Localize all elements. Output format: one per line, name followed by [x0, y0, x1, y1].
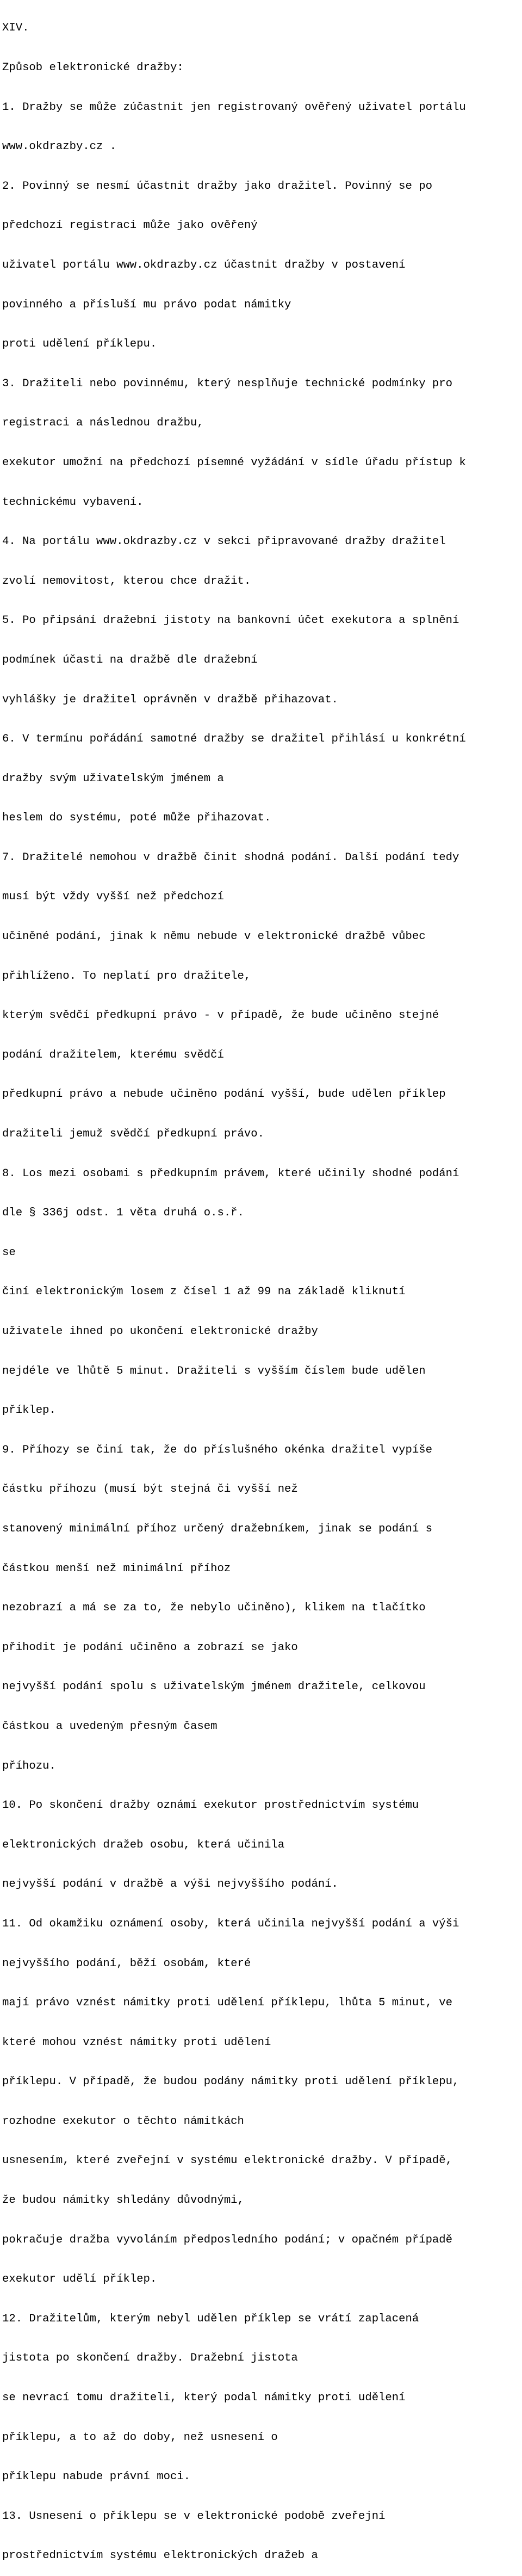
text-line: 10. Po skončení dražby oznámí exekutor prostřednictvím systému — [2, 1799, 419, 1812]
text-line: příhozu. — [2, 1759, 56, 1772]
text-line: podání dražitelem, kterému svědčí — [2, 1048, 224, 1061]
text-line: 12. Dražitelům, kterým nebyl udělen příklep se vrátí zaplacená — [2, 2312, 419, 2325]
text-line: uživatel portálu www.okdrazby.cz účastnit dražby v postavení — [2, 258, 406, 271]
text-line: 3. Dražiteli nebo povinnému, který nesplňuje technické podmínky pro — [2, 377, 453, 390]
text-line: stanovený minimální příhoz určený dražebníkem, jinak se podání s — [2, 1522, 432, 1535]
text-line: 11. Od okamžiku oznámení osoby, která učinila nejvyšší podání a výši — [2, 1917, 459, 1930]
text-line: nejvyššího podání, běží osobám, které — [2, 1957, 251, 1970]
text-line: nejvyšší podání spolu s uživatelským jménem dražitele, celkovou — [2, 1681, 426, 1694]
document-body — [2, 0, 522, 2576]
text-line: prostřednictvím systému elektronických dražeb a — [2, 2549, 318, 2562]
text-line: exekutor umožní na předchozí písemné vyžádání v sídle úřadu přístup k — [2, 456, 466, 469]
text-line: pokračuje dražba vyvoláním předposledního podání; v opačném případě — [2, 2233, 453, 2246]
text-line: 2. Povinný se nesmí účastnit dražby jako dražitel. Povinný se po — [2, 180, 432, 193]
text-line: učiněné podání, jinak k němu nebude v elektronické dražbě vůbec — [2, 930, 426, 943]
text-line: 7. Dražitelé nemohou v dražbě činit shodná podání. Další podání tedy — [2, 851, 459, 864]
text-line: registraci a následnou dražbu, — [2, 417, 204, 430]
text-line: dražby svým uživatelským jménem a — [2, 772, 224, 785]
text-line: exekutor udělí příklep. — [2, 2273, 157, 2286]
text-line: činí elektronickým losem z čísel 1 až 99 na základě kliknutí — [2, 1286, 406, 1299]
text-line: částkou menší než minimální příhoz — [2, 1562, 231, 1575]
text-line: předkupní právo a nebude učiněno podání vyšší, bude udělen příklep — [2, 1088, 446, 1101]
text-line: heslem do systému, poté může přihazovat. — [2, 812, 271, 825]
text-line: předchozí registraci může jako ověřený — [2, 219, 258, 232]
text-line: dle § 336j odst. 1 věta druhá o.s.ř. — [2, 1207, 244, 1220]
text-line: kterým svědčí předkupní právo - v případě, že bude učiněno stejné — [2, 1009, 439, 1022]
text-line: musí být vždy vyšší než předchozí — [2, 891, 224, 904]
text-line: které mohou vznést námitky proti udělení — [2, 2036, 271, 2049]
section-label: XIV. — [2, 22, 29, 35]
text-line: technickému vybavení. — [2, 496, 144, 509]
text-line: částkou a uvedeným přesným časem — [2, 1720, 217, 1733]
text-line: příklepu. V případě, že budou podány námitky proti udělení příklepu, — [2, 2075, 459, 2089]
text-line: mají právo vznést námitky proti udělení příklepu, lhůta 5 minut, ve — [2, 1997, 453, 2010]
text-line: 5. Po připsání dražební jistoty na bankovní účet exekutora a splnění — [2, 614, 459, 627]
text-line: nejvyšší podání v dražbě a výši nejvyššího podání. — [2, 1878, 338, 1891]
text-line: dražiteli jemuž svědčí předkupní právo. — [2, 1128, 264, 1141]
text-line: částku příhozu (musí být stejná či vyšší než — [2, 1483, 298, 1496]
text-line: uživatele ihned po ukončení elektronické dražby — [2, 1325, 318, 1338]
text-line: nezobrazí a má se za to, že nebylo učiněno), klikem na tlačítko — [2, 1602, 426, 1615]
text-line: usnesením, které zveřejní v systému elektronické dražby. V případě, — [2, 2154, 453, 2167]
text-line: se — [2, 1246, 16, 1259]
text-line: jistota po skončení dražby. Dražební jistota — [2, 2352, 298, 2365]
text-line: elektronických dražeb osobu, která učinila — [2, 1838, 285, 1851]
text-line: 1. Dražby se může zúčastnit jen registrovaný ověřený uživatel portálu — [2, 101, 466, 114]
text-line: proti udělení příklepu. — [2, 338, 157, 351]
text-line: 4. Na portálu www.okdrazby.cz v sekci připravované dražby dražitel — [2, 535, 446, 548]
text-line: příklepu, a to až do doby, než usnesení o — [2, 2431, 278, 2444]
text-line: povinného a přísluší mu právo podat námitky — [2, 298, 291, 311]
text-line: se nevrací tomu dražiteli, který podal námitky proti udělení — [2, 2392, 406, 2405]
text-line: zvolí nemovitost, kterou chce dražit. — [2, 574, 251, 588]
text-line: vyhlášky je dražitel oprávněn v dražbě přihazovat. — [2, 693, 338, 706]
text-line: 6. V termínu pořádání samotné dražby se dražitel přihlásí u konkrétní — [2, 733, 466, 746]
text-line: rozhodne exekutor o těchto námitkách — [2, 2115, 244, 2128]
text-line: přihodit je podání učiněno a zobrazí se jako — [2, 1641, 298, 1654]
text-line: příklep. — [2, 1404, 56, 1417]
text-line: že budou námitky shledány důvodnými, — [2, 2194, 244, 2207]
text-line: přihlíženo. To neplatí pro dražitele, — [2, 969, 251, 983]
text-line: 8. Los mezi osobami s předkupním právem, které učinily shodné podání — [2, 1167, 459, 1180]
text-line: příklepu nabude právní moci. — [2, 2470, 191, 2484]
text-line: 13. Usnesení o příklepu se v elektronické podobě zveřejní — [2, 2510, 386, 2523]
text-line: 9. Příhozy se činí tak, že do příslušného okénka dražitel vypíše — [2, 1443, 432, 1456]
text-line: www.okdrazby.cz . — [2, 140, 117, 153]
document-heading: Způsob elektronické dražby: — [2, 61, 184, 74]
text-line: nejdéle ve lhůtě 5 minut. Dražiteli s vyšším číslem bude udělen — [2, 1364, 426, 1377]
text-line: podmínek účasti na dražbě dle dražební — [2, 653, 258, 666]
